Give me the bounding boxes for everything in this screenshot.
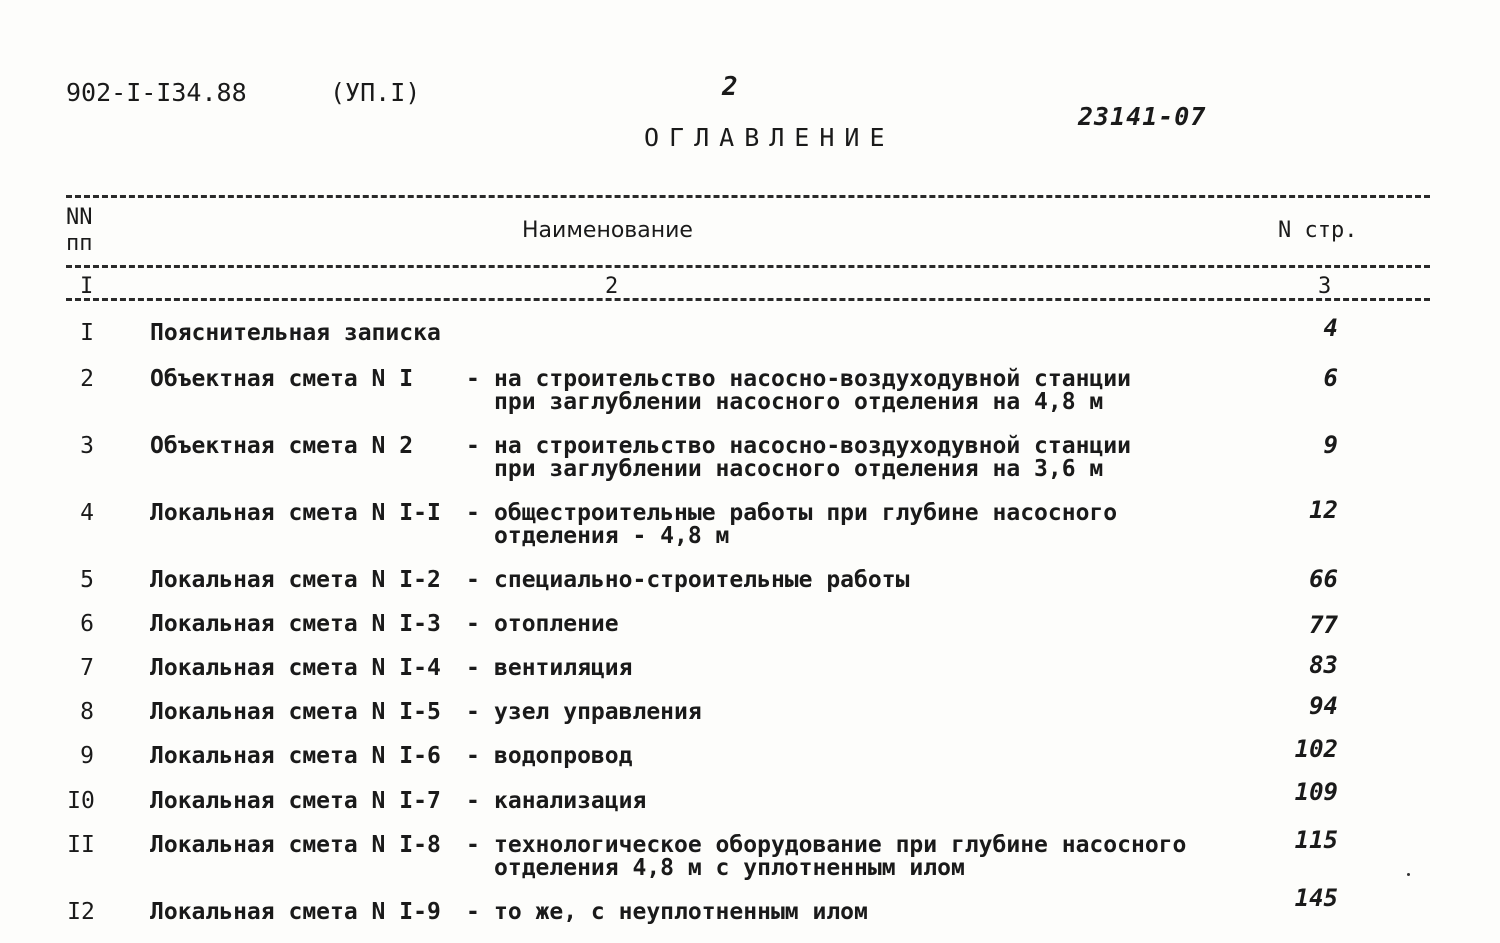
row-name: Локальная смета N I-I (150, 500, 441, 526)
row-page: 145 (1294, 884, 1338, 912)
row-number: 3 (80, 433, 94, 459)
row-description-cont: отделения 4,8 м с уплотненным илом (494, 855, 965, 881)
row-number: 7 (80, 655, 94, 681)
table-top-rule (66, 195, 1430, 198)
row-name: Локальная смета N I-9 (150, 899, 441, 925)
row-description: общестроительные работы при глубине насосного (494, 500, 1118, 526)
row-name: Локальная смета N I-2 (150, 567, 441, 593)
row-page: 115 (1294, 826, 1338, 854)
row-number: 2 (80, 366, 94, 392)
row-number: 9 (80, 743, 94, 769)
row-number: I2 (67, 899, 95, 925)
row-description: то же, с неуплотненным илом (494, 899, 868, 925)
row-name: Локальная смета N I-3 (150, 611, 441, 637)
row-page: 9 (1323, 431, 1338, 459)
page-title: ОГЛАВЛЕНИЕ (644, 123, 895, 152)
row-name: Пояснительная записка (150, 320, 441, 346)
row-number: I0 (67, 788, 95, 814)
row-description-cont: при заглублении насосного отделения на 3,6 м (494, 456, 1104, 482)
scan-speck (1407, 873, 1410, 876)
col-header-name: Наименование (522, 218, 693, 243)
row-page: 83 (1309, 651, 1338, 679)
row-dash: - (466, 899, 480, 925)
row-number: 6 (80, 611, 94, 637)
row-name: Локальная смета N I-7 (150, 788, 441, 814)
row-page: 66 (1309, 565, 1338, 593)
col-number-2: 2 (605, 274, 619, 299)
header-rule (66, 265, 1430, 268)
col-number-rule (66, 298, 1430, 301)
row-dash: - (466, 699, 480, 725)
row-description: на строительство насосно-воздуходувной станции (494, 433, 1131, 459)
row-dash: - (466, 567, 480, 593)
row-page: 102 (1294, 735, 1338, 763)
row-dash: - (466, 433, 480, 459)
row-page: 94 (1309, 692, 1338, 720)
document-code: 902-I-I34.88 (66, 78, 247, 107)
col-header-page: N стр. (1278, 218, 1358, 243)
col-number-1: I (80, 274, 94, 299)
row-name: Локальная смета N I-6 (150, 743, 441, 769)
row-description: на строительство насосно-воздуходувной станции (494, 366, 1131, 392)
col-header-num: NN (66, 205, 93, 230)
row-number: 8 (80, 699, 94, 725)
col-header-num-sub: пп (66, 231, 93, 256)
row-number: I (80, 320, 94, 346)
row-description-cont: при заглублении насосного отделения на 4,8 м (494, 389, 1104, 415)
row-name: Объектная смета N I (150, 366, 414, 392)
document-reference: (УП.I) (330, 78, 421, 107)
row-dash: - (466, 655, 480, 681)
col-number-3: 3 (1318, 274, 1332, 299)
row-description: узел управления (494, 699, 702, 725)
row-description-cont: отделения - 4,8 м (494, 523, 730, 549)
row-page: 12 (1309, 496, 1338, 524)
row-description: специально-строительные работы (494, 567, 910, 593)
row-name: Локальная смета N I-4 (150, 655, 441, 681)
row-page: 109 (1294, 778, 1338, 806)
row-name: Объектная смета N 2 (150, 433, 414, 459)
row-dash: - (466, 832, 480, 858)
row-dash: - (466, 788, 480, 814)
row-dash: - (466, 500, 480, 526)
row-number: 5 (80, 567, 94, 593)
row-description: отопление (494, 611, 619, 637)
row-number: 4 (80, 500, 94, 526)
row-description: водопровод (494, 743, 633, 769)
row-page: 4 (1323, 314, 1338, 342)
row-description: вентиляция (494, 655, 633, 681)
page-number: 2 (722, 72, 738, 102)
row-dash: - (466, 743, 480, 769)
row-dash: - (466, 366, 480, 392)
row-page: 77 (1309, 611, 1338, 639)
row-number: II (67, 832, 95, 858)
row-description: технологическое оборудование при глубине насосного (494, 832, 1187, 858)
row-name: Локальная смета N I-8 (150, 832, 441, 858)
row-name: Локальная смета N I-5 (150, 699, 441, 725)
handwritten-code: 23141-07 (1078, 102, 1207, 131)
row-dash: - (466, 611, 480, 637)
row-page: 6 (1323, 364, 1338, 392)
row-description: канализация (494, 788, 647, 814)
